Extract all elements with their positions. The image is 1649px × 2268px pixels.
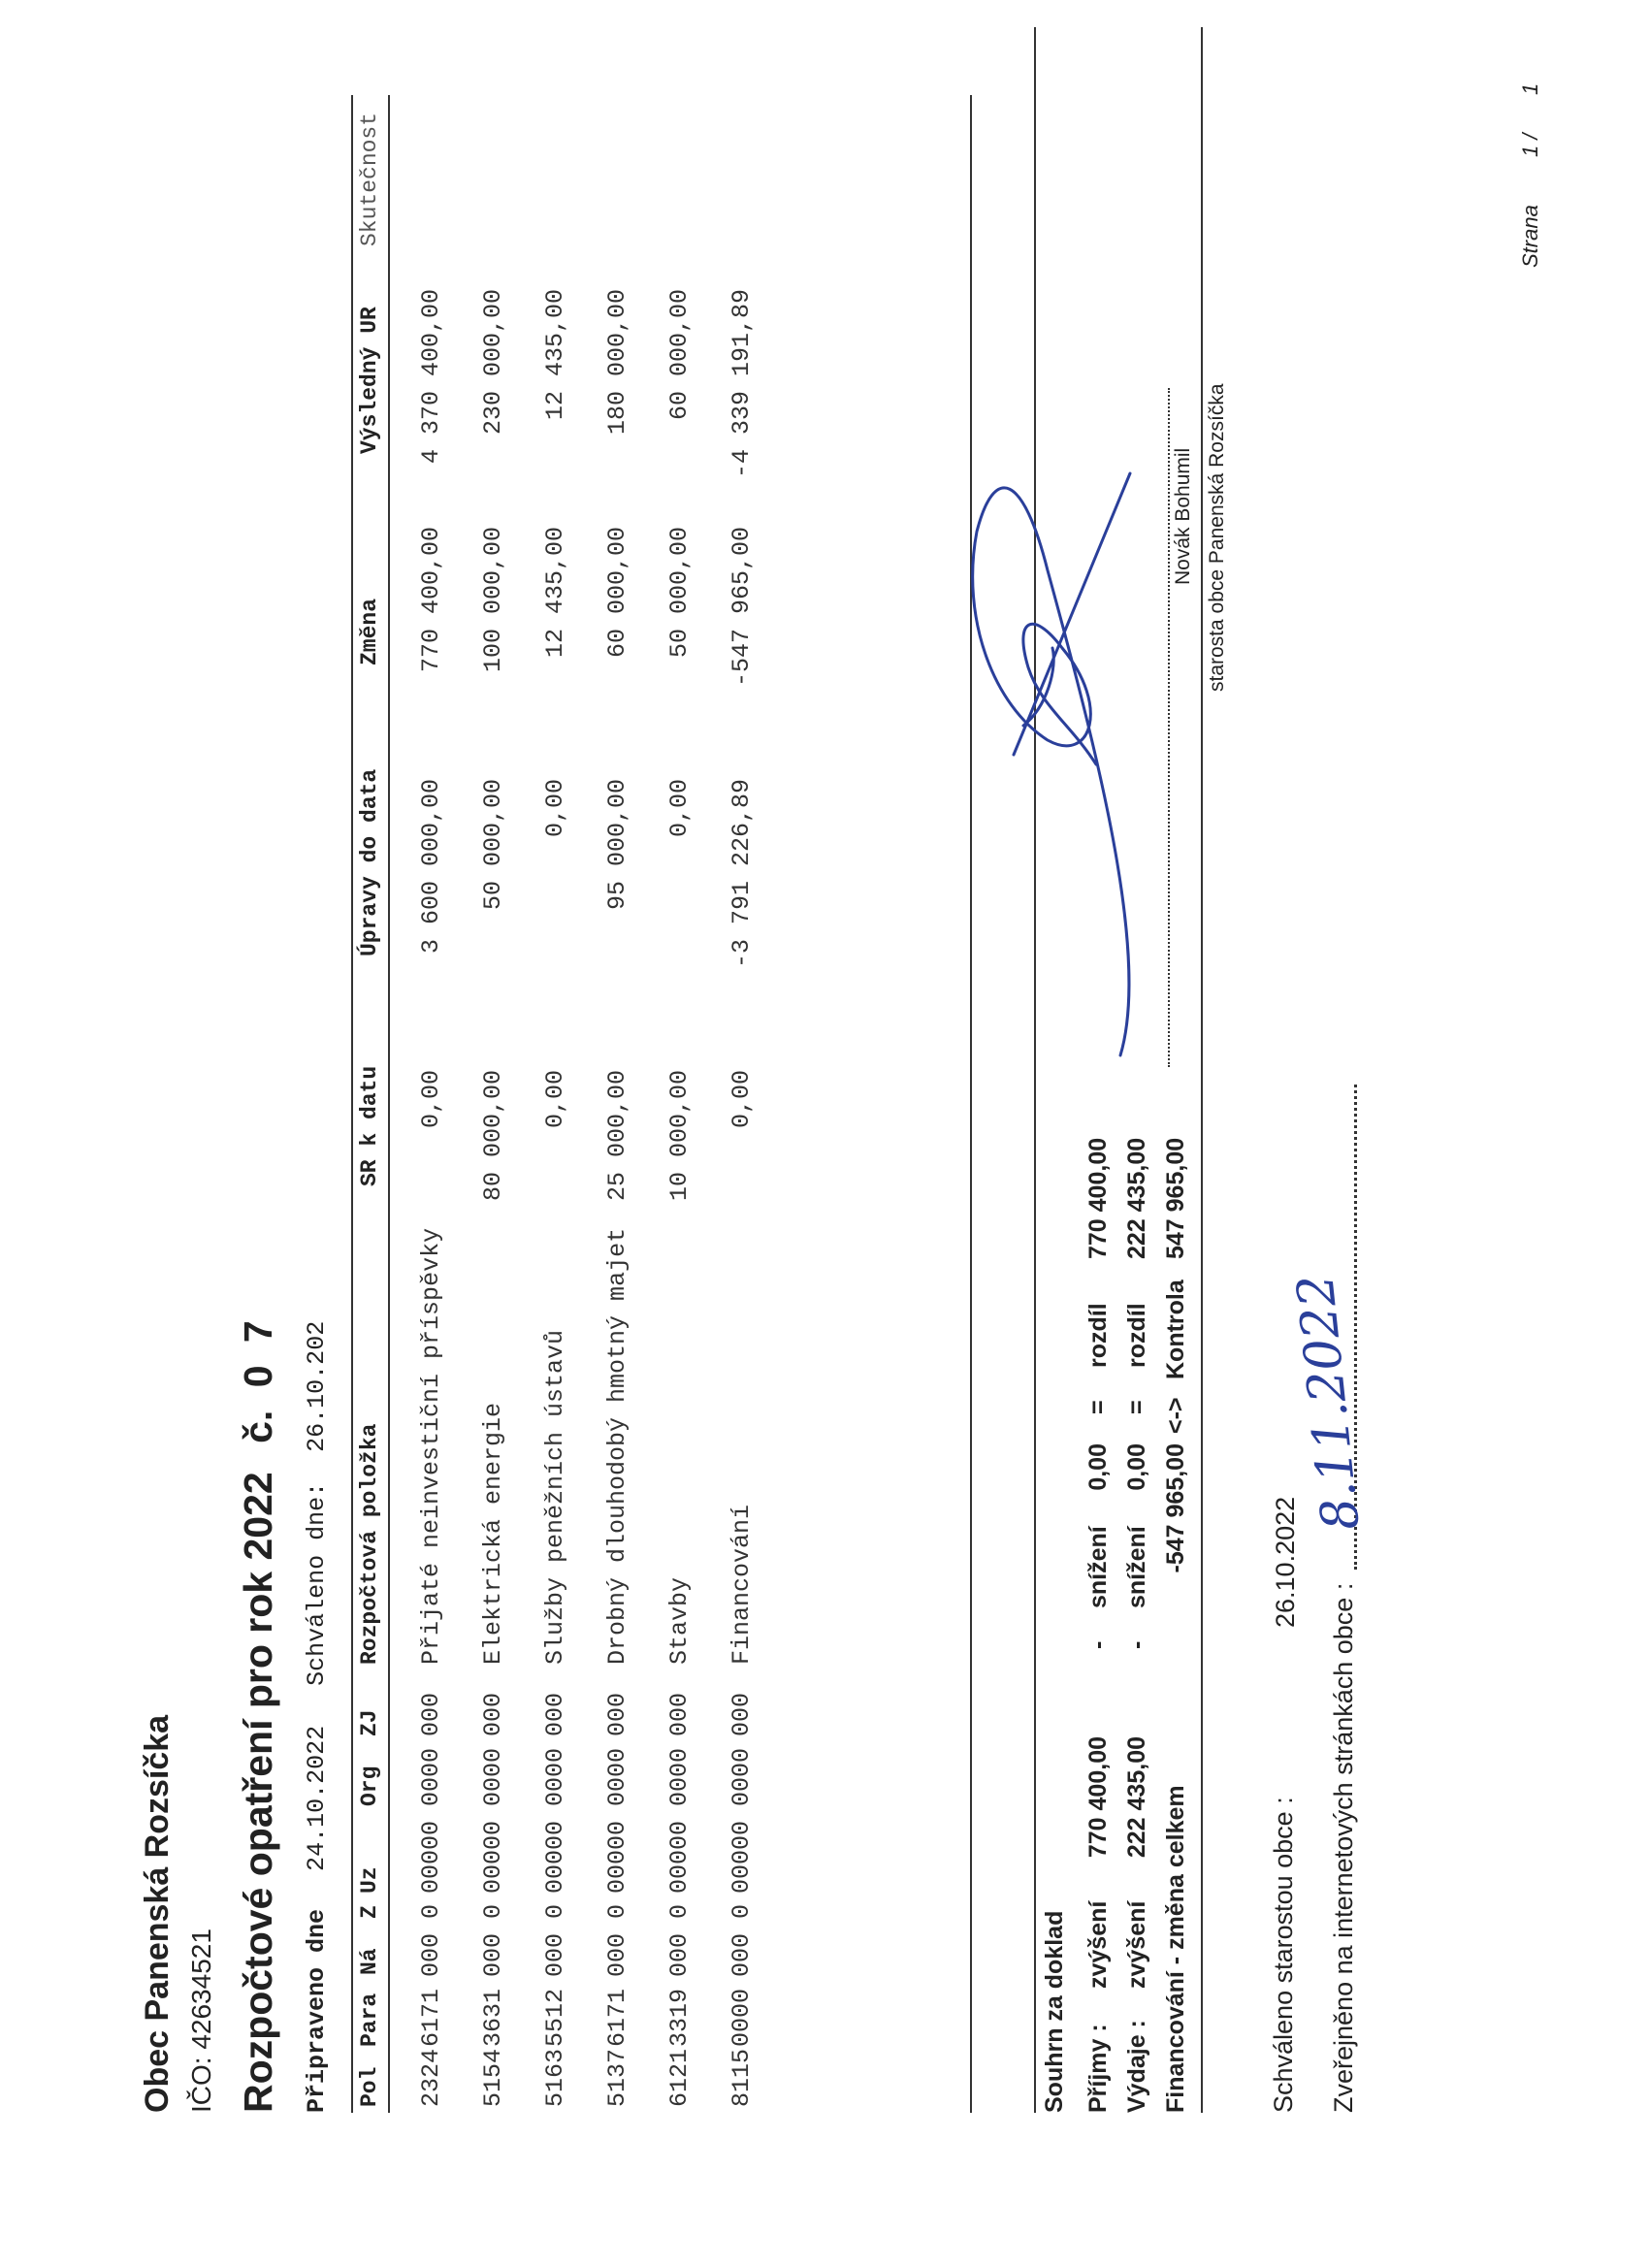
income-diff-label: rozdíl (1084, 1303, 1112, 1368)
cell-org: 0000 (665, 1747, 694, 1806)
mayor-signature (955, 454, 1149, 1075)
cell-zj: 000 (479, 1692, 507, 1736)
income-equals: = (1084, 1400, 1112, 1414)
col-header-skutecnost: Skutečnost (357, 112, 382, 246)
col-header-uz: Uz (357, 1866, 382, 1894)
cell-upravy: 3 600 000,00 (417, 779, 445, 955)
cell-org: 0000 (603, 1747, 631, 1806)
cell-org: 0000 (541, 1747, 569, 1806)
col-header-org: Org (357, 1766, 382, 1806)
cell-ur: 180 000,00 (603, 289, 631, 436)
cell-uz: 00000 (417, 1820, 445, 1894)
cell-para: 5512 (541, 1988, 569, 2047)
cell-upravy: 50 000,00 (479, 779, 507, 911)
title-text: Rozpočtové opatření pro rok 2022 (236, 1472, 280, 2113)
cell-na: 000 (417, 1932, 445, 1977)
cell-z: 0 (665, 1903, 694, 1919)
cell-pol: 6121 (665, 2048, 694, 2107)
expense-decrease-value: 0,00 (1123, 1443, 1150, 1491)
income-increase-label: zvýšení (1084, 1900, 1112, 1989)
cell-zmena: 12 435,00 (541, 527, 569, 659)
approved-date: 26.10.202 (303, 1320, 331, 1452)
cell-zmena: 100 000,00 (479, 527, 507, 673)
cell-upravy: 0,00 (665, 779, 694, 838)
published-handwritten-date: 8.11.2022 (1286, 1271, 1372, 1534)
cell-uz: 00000 (541, 1820, 569, 1894)
prepared-label: Připraveno dne (303, 1908, 331, 2113)
municipality-name: Obec Panenská Rozsíčka (139, 1714, 176, 2113)
cell-zmena: 770 400,00 (417, 527, 445, 673)
cell-ur: 230 000,00 (479, 289, 507, 436)
cell-sr: 0,00 (728, 1070, 756, 1129)
col-header-zmena: Změna (357, 598, 382, 665)
cell-org: 0000 (417, 1747, 445, 1806)
income-increase-value: 770 400,00 (1084, 1736, 1112, 1859)
cell-upravy: -3 791 226,89 (728, 779, 756, 969)
cell-sr: 0,00 (417, 1070, 445, 1129)
cell-na: 000 (665, 1932, 694, 1977)
cell-z: 0 (541, 1903, 569, 1919)
cell-na: 000 (603, 1932, 631, 1977)
cell-upravy: 0,00 (541, 779, 569, 838)
cell-zj: 000 (541, 1692, 569, 1736)
cell-ur: 12 435,00 (541, 289, 569, 421)
table-top-rule (351, 95, 353, 2113)
cell-item: Přijaté neinvestiční příspěvky (417, 1227, 445, 1665)
expense-decrease-label: snížení (1123, 1526, 1150, 1608)
expense-diff-value: 222 435,00 (1123, 1137, 1150, 1259)
cell-zj: 000 (665, 1692, 694, 1736)
cell-item: Služby peněžních ústavů (541, 1329, 569, 1665)
signature-line (1168, 388, 1170, 1067)
financing-label: Financování - změna celkem (1162, 1785, 1189, 2113)
cell-uz: 00000 (728, 1820, 756, 1894)
cell-item: Elektrická energie (479, 1402, 507, 1665)
dates-row (303, 1321, 331, 2113)
financing-value: -547 965,00 (1162, 1443, 1189, 1573)
number-label: č. (236, 1409, 280, 1443)
company-id-line (186, 1928, 217, 2113)
cell-pol: 5154 (479, 2048, 507, 2107)
cell-sr: 10 000,00 (665, 1070, 694, 1202)
cell-na: 000 (479, 1932, 507, 1977)
signer-name: Novák Bohumil (1172, 447, 1194, 585)
cell-pol: 5163 (541, 2048, 569, 2107)
cell-para: 6171 (417, 1988, 445, 2047)
ico-label: IČO: (186, 2057, 216, 2113)
approved-label: Schváleno dne: (303, 1481, 331, 1686)
cell-zj: 000 (603, 1692, 631, 1736)
cell-item: Stavby (665, 1576, 694, 1665)
cell-z: 0 (603, 1903, 631, 1919)
cell-uz: 00000 (603, 1820, 631, 1894)
page-value: 1 / (1518, 133, 1542, 157)
cell-uz: 00000 (665, 1820, 694, 1894)
control-label: Kontrola (1162, 1280, 1189, 1379)
income-label: Příjmy : (1084, 2024, 1112, 2113)
income-decrease-label: snížení (1084, 1526, 1112, 1608)
cell-na: 000 (541, 1932, 569, 1977)
cell-zmena: -547 965,00 (728, 527, 756, 688)
prepared-date: 24.10.2022 (303, 1725, 331, 1871)
col-header-ur: Výsledný UR (357, 307, 382, 454)
income-decrease-value: 0,00 (1084, 1443, 1112, 1491)
cell-pol: 2324 (417, 2048, 445, 2107)
cell-upravy: 95 000,00 (603, 779, 631, 911)
cell-para: 0000 (728, 1988, 756, 2047)
cell-org: 0000 (479, 1747, 507, 1806)
income-diff-value: 770 400,00 (1084, 1137, 1112, 1259)
cell-zmena: 50 000,00 (665, 527, 694, 659)
cell-para: 6171 (603, 1988, 631, 2047)
cell-ur: 60 000,00 (665, 289, 694, 421)
cell-pol: 8115 (728, 2048, 756, 2107)
income-dash: - (1084, 1640, 1112, 1649)
cell-sr: 80 000,00 (479, 1070, 507, 1202)
cell-sr: 25 000,00 (603, 1070, 631, 1202)
cell-pol: 5137 (603, 2048, 631, 2107)
cell-z: 0 (728, 1903, 756, 1919)
col-header-upravy: Úpravy do data (357, 768, 382, 956)
cell-zj: 000 (728, 1692, 756, 1736)
cell-zj: 000 (417, 1692, 445, 1736)
expense-label: Výdaje : (1123, 2020, 1150, 2113)
col-header-pol: Pol (357, 2066, 382, 2107)
cell-zmena: 60 000,00 (603, 527, 631, 659)
control-value: 547 965,00 (1162, 1137, 1189, 1259)
summary-bottom-rule (1201, 27, 1203, 2113)
col-header-sr: SR k datu (357, 1065, 382, 1186)
signer-role: starosta obce Panenská Rozsíčka (1206, 383, 1228, 692)
col-header-item: Rozpočtová položka (357, 1423, 382, 1665)
col-header-zj: ZJ (357, 1709, 382, 1736)
expense-diff-label: rozdíl (1123, 1303, 1150, 1368)
cell-sr: 0,00 (541, 1070, 569, 1129)
cell-para: 3319 (665, 1988, 694, 2047)
document-title (236, 1314, 281, 2113)
cell-item: Financování (728, 1504, 756, 1665)
expense-dash: - (1123, 1640, 1150, 1649)
col-header-z: Z (357, 1905, 382, 1919)
cell-para: 3631 (479, 1988, 507, 2047)
cell-z: 0 (479, 1903, 507, 1919)
cell-z: 0 (417, 1903, 445, 1919)
table-bottom-rule (970, 95, 972, 2113)
cell-ur: -4 339 191,89 (728, 289, 756, 479)
cell-ur: 4 370 400,00 (417, 289, 445, 465)
cell-org: 0000 (728, 1747, 756, 1806)
approved-by-mayor-date: 26.10.2022 (1271, 1496, 1300, 1628)
cell-na: 000 (728, 1932, 756, 1977)
approved-by-mayor-label: Schváleno starostou obce : (1269, 1797, 1298, 2113)
cell-item: Drobný dlouhodobý hmotný majet (603, 1227, 631, 1665)
table-header-rule (388, 95, 390, 2113)
measure-number: 0 7 (236, 1314, 280, 1388)
expense-increase-value: 222 435,00 (1123, 1736, 1150, 1859)
page-label: Strana (1518, 205, 1542, 268)
summary-title: Souhrn za doklad (1041, 1910, 1068, 2113)
expense-increase-label: zvýšení (1123, 1900, 1150, 1989)
expense-equals: = (1123, 1400, 1150, 1414)
col-header-na: Ná (357, 1948, 382, 1975)
financing-arrow: <-> (1162, 1397, 1189, 1434)
published-online-label: Zveřejněno na internetových stránkách obce : (1329, 1582, 1358, 2113)
col-header-para: Para (357, 1993, 382, 2047)
cell-uz: 00000 (479, 1820, 507, 1894)
ico-value: 42634521 (186, 1928, 216, 2050)
page-total: 1 (1518, 82, 1542, 95)
